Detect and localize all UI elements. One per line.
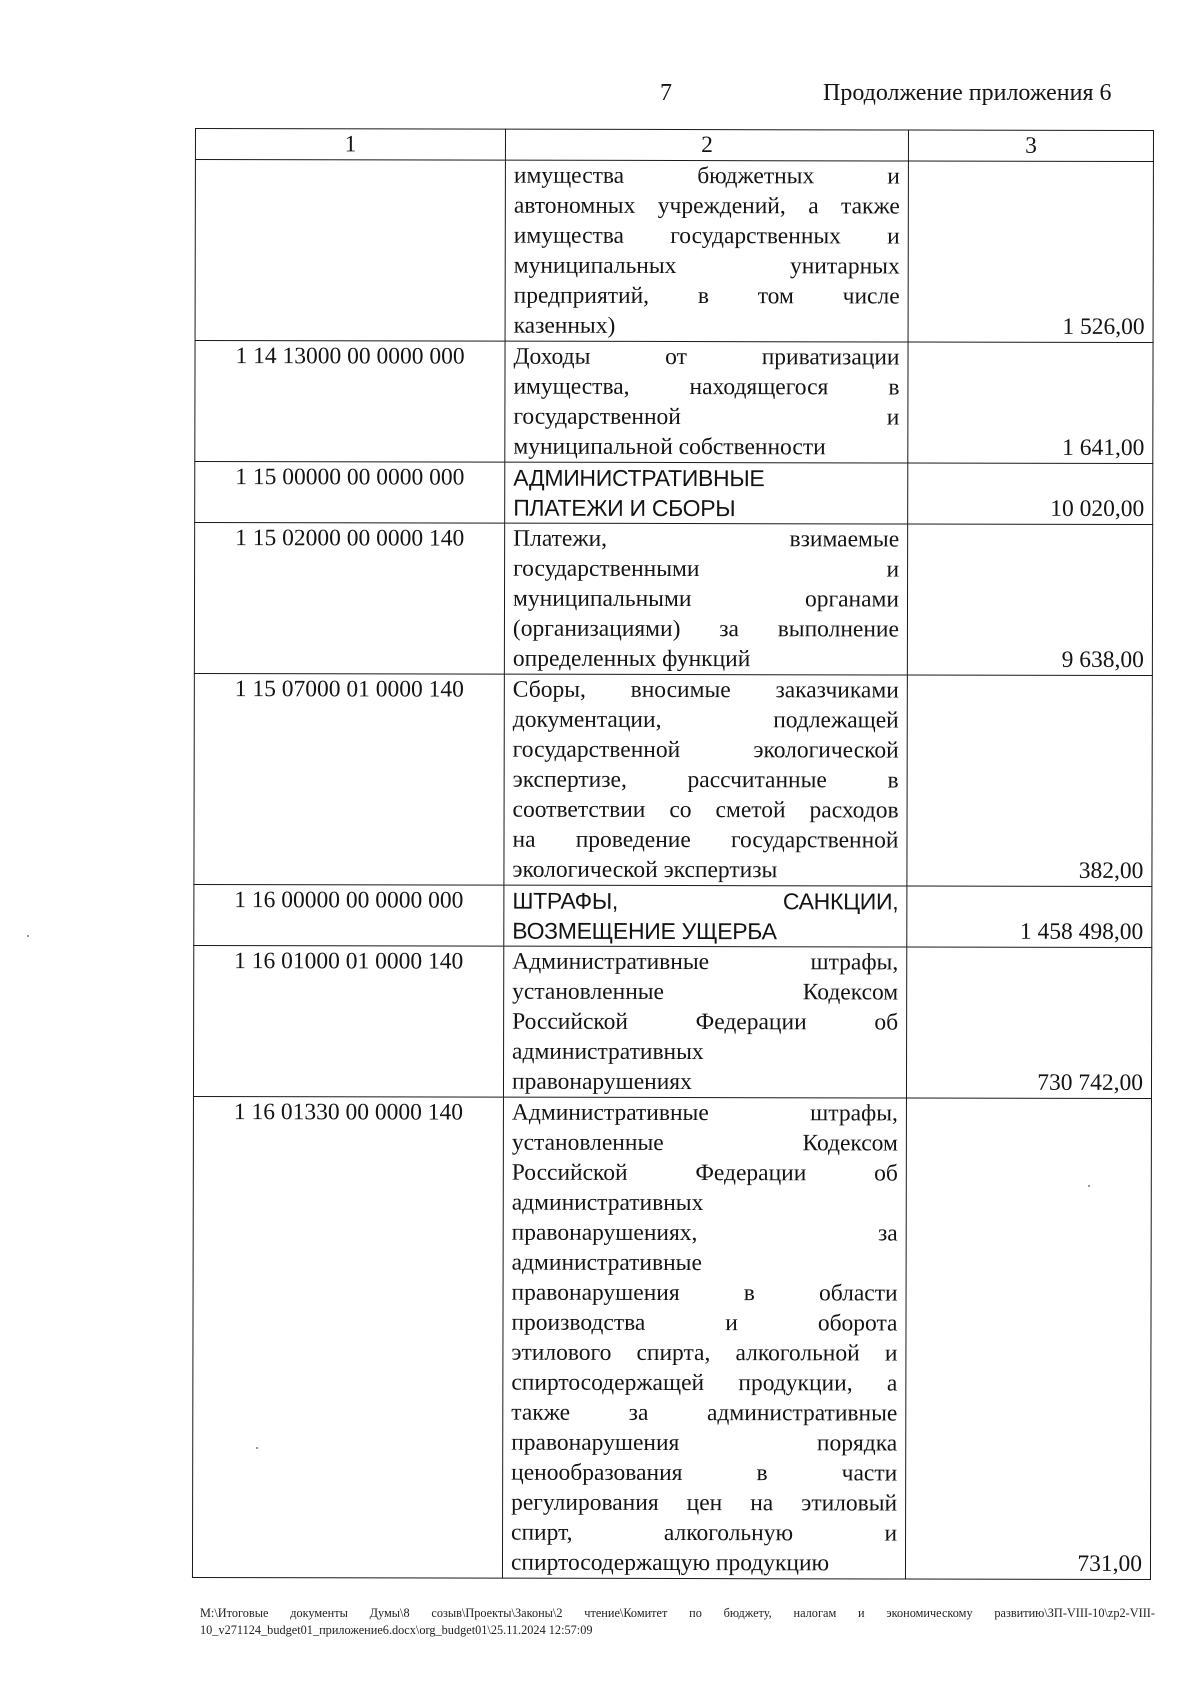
revenue-code-cell: 1 15 07000 01 0000 140 bbox=[194, 673, 504, 885]
column-header-3: 3 bbox=[908, 130, 1153, 162]
revenue-name-line: определенных функций bbox=[512, 645, 751, 673]
revenue-name-line: государственной и bbox=[513, 403, 900, 431]
amount-cell: 9 638,00 bbox=[907, 524, 1152, 676]
revenue-name-cell bbox=[504, 674, 907, 886]
revenue-code-cell: 1 15 00000 00 0000 000 bbox=[195, 462, 505, 524]
revenue-name-line: соответствии со сметой расходов bbox=[512, 796, 899, 824]
budget-revenue-table bbox=[192, 128, 1154, 1580]
revenue-name-line: АДМИНИСТРАТИВНЫЕ bbox=[513, 464, 765, 492]
revenue-name-line: спиртосодержащую продукцию bbox=[510, 1549, 830, 1577]
table-row bbox=[193, 945, 1151, 1098]
amount-cell: 1 641,00 bbox=[908, 342, 1153, 464]
revenue-code-cell: 1 16 01330 00 0000 140 bbox=[192, 1096, 503, 1578]
revenue-name-cell bbox=[504, 523, 907, 675]
revenue-code-cell: 1 16 00000 00 0000 000 bbox=[194, 884, 504, 946]
page-number: 7 bbox=[660, 80, 672, 106]
revenue-name-cell bbox=[505, 341, 908, 463]
revenue-name-line: регулирования цен на этиловый bbox=[511, 1489, 898, 1517]
column-header-2: 2 bbox=[505, 129, 908, 161]
revenue-name-line: муниципальных унитарных bbox=[513, 252, 900, 280]
revenue-name-line: административных bbox=[512, 1038, 704, 1066]
revenue-name-line: Административные штрафы, bbox=[511, 1099, 898, 1127]
revenue-name-line: автономных учреждений, а также bbox=[513, 192, 900, 220]
revenue-name-line: установленные Кодексом bbox=[512, 978, 899, 1006]
revenue-name-line: Административные штрафы, bbox=[512, 948, 899, 976]
revenue-name-line: экологической экспертизы bbox=[512, 856, 778, 884]
revenue-name-line: имущества, находящегося в bbox=[513, 373, 900, 401]
table-row bbox=[194, 673, 1152, 886]
revenue-name-line: спирт, алкогольную и bbox=[511, 1519, 898, 1547]
revenue-name-line: имущества бюджетных и bbox=[513, 162, 900, 190]
revenue-name-line: установленные Кодексом bbox=[511, 1129, 898, 1157]
revenue-name-line: этилового спирта, алкогольной и bbox=[511, 1339, 898, 1367]
revenue-name-line: на проведение государственной bbox=[512, 826, 899, 854]
revenue-name-line: государственной экологической bbox=[512, 736, 899, 764]
revenue-name-line: правонарушениях bbox=[511, 1068, 692, 1096]
revenue-name-cell bbox=[505, 160, 908, 342]
scan-speck bbox=[27, 935, 29, 937]
revenue-name-cell bbox=[503, 946, 906, 1098]
revenue-name-line: Доходы от приватизации bbox=[513, 343, 900, 371]
revenue-name-line: спиртосодержащей продукции, а bbox=[511, 1369, 898, 1397]
revenue-name-cell bbox=[504, 885, 907, 947]
revenue-name-line: Российской Федерации об bbox=[511, 1159, 898, 1187]
revenue-name-line: муниципальной собственности bbox=[513, 433, 826, 461]
amount-cell: 10 020,00 bbox=[908, 463, 1153, 525]
revenue-name-line: Российской Федерации об bbox=[512, 1008, 899, 1036]
file-path-line-2: 10_v271124_budget01_приложение6.docx\org_budget01\25.11.2024 12:57:09 bbox=[200, 1623, 593, 1637]
revenue-name-line: муниципальными органами bbox=[512, 585, 900, 613]
amount-cell: 731,00 bbox=[905, 1098, 1151, 1580]
revenue-name-line: ценообразования в части bbox=[511, 1459, 898, 1487]
file-path-line-1: M:\Итоговые документы Думы\8 созыв\Проекты\Законы\2 чтение\Комитет по бюджету, налогам и экономическому развитию\ЗП-VIII-10\zp2-VIII- bbox=[200, 1606, 1155, 1620]
table-body bbox=[192, 160, 1153, 1580]
revenue-name-cell bbox=[502, 1097, 906, 1579]
revenue-name-line: государственными и bbox=[513, 555, 900, 583]
revenue-name-line: имущества государственных и bbox=[513, 222, 900, 250]
table-row bbox=[195, 462, 1153, 525]
revenue-name-line: также за административные bbox=[511, 1399, 898, 1427]
revenue-name-cell bbox=[505, 462, 908, 524]
revenue-name-line: казенных) bbox=[513, 312, 616, 339]
amount-cell: 1 526,00 bbox=[908, 161, 1153, 343]
revenue-name-line: правонарушениях, за bbox=[511, 1219, 898, 1247]
table-row bbox=[194, 884, 1152, 947]
revenue-name-line: документации, подлежащей bbox=[512, 706, 899, 734]
scan-speck bbox=[256, 1447, 258, 1449]
revenue-name-line: административных bbox=[511, 1189, 704, 1217]
file-path-footer bbox=[200, 1605, 1155, 1639]
revenue-name-line: производства и оборота bbox=[511, 1309, 898, 1337]
revenue-name-line: ШТРАФЫ, САНКЦИИ, bbox=[512, 887, 899, 915]
continuation-heading: Продолжение приложения 6 bbox=[823, 80, 1112, 106]
revenue-name-line: правонарушения порядка bbox=[511, 1429, 898, 1457]
table-row bbox=[194, 523, 1152, 676]
revenue-code-cell: 1 14 13000 00 0000 000 bbox=[195, 341, 505, 463]
column-number-row bbox=[195, 129, 1153, 162]
table-row bbox=[195, 160, 1153, 343]
revenue-code-cell bbox=[195, 160, 505, 342]
revenue-name-line: Сборы, вносимые заказчиками bbox=[512, 676, 899, 704]
revenue-name-line: ВОЗМЕЩЕНИЕ УЩЕРБА bbox=[512, 917, 777, 945]
table-row bbox=[192, 1096, 1151, 1579]
revenue-code-cell: 1 15 02000 00 0000 140 bbox=[194, 523, 504, 675]
table-row bbox=[195, 341, 1153, 464]
column-header-1: 1 bbox=[195, 129, 505, 161]
revenue-name-line: правонарушения в области bbox=[511, 1279, 898, 1307]
revenue-name-line: ПЛАТЕЖИ И СБОРЫ bbox=[513, 494, 736, 522]
revenue-name-line: административные bbox=[511, 1249, 702, 1277]
amount-cell: 382,00 bbox=[907, 675, 1152, 887]
amount-cell: 1 458 498,00 bbox=[907, 886, 1152, 948]
revenue-code-cell: 1 16 01000 01 0000 140 bbox=[193, 945, 503, 1097]
scan-speck bbox=[1088, 1185, 1090, 1187]
revenue-name-line: Платежи, взимаемые bbox=[513, 525, 900, 553]
revenue-name-line: (организациями) за выполнение bbox=[512, 615, 899, 643]
revenue-name-line: предприятий, в том числе bbox=[513, 282, 900, 310]
revenue-name-line: экспертизе, рассчитанные в bbox=[512, 766, 899, 794]
amount-cell: 730 742,00 bbox=[906, 947, 1151, 1099]
